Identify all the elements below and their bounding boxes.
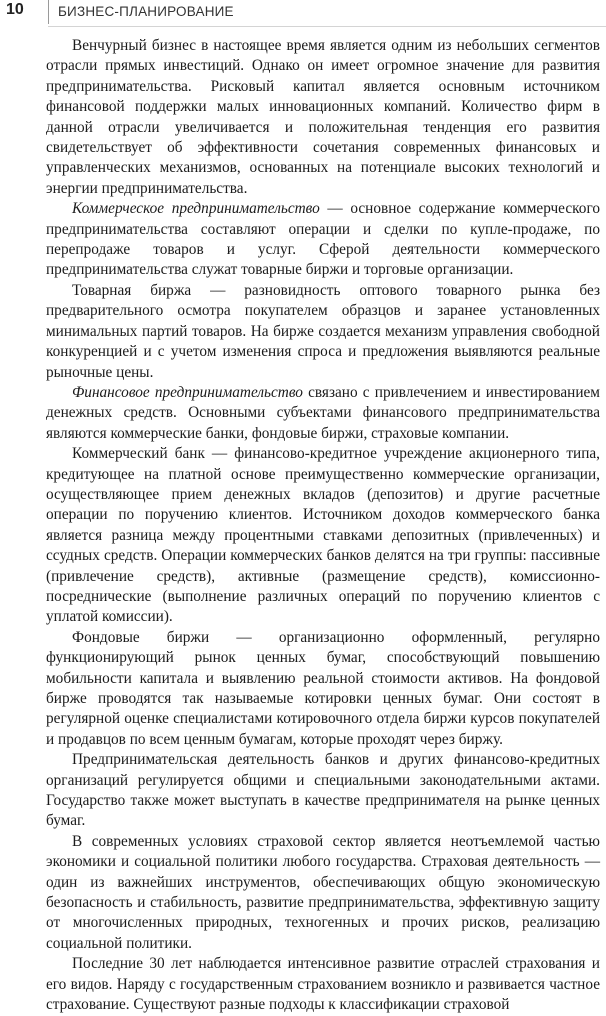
body-text bbox=[46, 36, 600, 1016]
page-header bbox=[0, 0, 606, 28]
term-commercial-entrepreneurship: Коммерческое предпринимательство bbox=[72, 200, 320, 218]
paragraph-financial-entrepreneurship: Финансовое предпринимательство связано с привлечением и инвестированием денежных средств. Основными субъектами финансового предпринимательства являются коммерческие банки, фондовые биржи, страховые компании. bbox=[46, 383, 600, 442]
paragraph-stock-exchange: Фондовые биржи — организационно оформленный, регулярно функционирующий рынок ценных бумаг, способствующий повышению мобильности капитала и выявлению реальной стоимости активов. На фондовой бирже проводятся так называемые котировки ценных бумаг. Они состоят в регулярной оценке специалистами котировочного отдела биржи курсов покупателей и продавцов по всем ценным бумагам, которые проходят через биржу. bbox=[46, 628, 600, 748]
paragraph-bank-regulation: Предпринимательская деятельность банков и других финансово-кредитных организаций регулируется общими и специальными законодательными актами. Государство также может выступать в качестве предпринимателя на рынке ценных бумаг. bbox=[46, 751, 600, 830]
term-financial-entrepreneurship: Финансовое предпринимательство bbox=[72, 383, 303, 401]
paragraph-insurance-development: Последние 30 лет наблюдается интенсивное развитие отраслей страхования и его видов. Наряду с государственным страхованием возникло и развивается частное страхование. Существуют разные подходы к классификации страховой bbox=[46, 955, 600, 1014]
paragraph-insurance-sector: В современных условиях страховой сектор является неотъемлемой частью экономики и социальной политики любого государства. Страховая деятельность — один из важнейших инструментов, обеспечивающих общую экономическую безопасность и стабильность, развитие предпринимательства, эффективную защиту от многочисленных природных, техногенных и прочих рисков, реализацию социальной политики. bbox=[46, 832, 600, 952]
header-rule bbox=[48, 26, 606, 27]
paragraph-commodity-exchange: Товарная биржа — разновидность оптового товарного рынка без предварительного осмотра покупателем образцов и заранее установленных минимальных партий товаров. На бирже создается механизм управления свободной конкуренцией и с учетом изменения спроса и предложения выявляются реальные рыночные цены. bbox=[46, 281, 600, 381]
running-title: БИЗНЕС-ПЛАНИРОВАНИЕ bbox=[58, 4, 234, 19]
header-separator bbox=[48, 0, 49, 24]
paragraph-venture: Венчурный бизнес в настоящее время является одним из небольших сегментов отрасли прямых инвестиций. Однако он имеет огромное значение для развития предпринимательства. Рисковый капитал является основным источником финансовой поддержки малых инновационных компаний. Количество фирм в данной отрасли увеличивается и положительная тенденция его развития свидетельствует об эффективности сочетания современных финансовых и управленческих механизмов, основанных на потенциале высоких технологий и энергии предпринимательства. bbox=[46, 37, 600, 197]
paragraph-commercial-entrepreneurship: Коммерческое предпринимательство — основное содержание коммерческого предпринимательства составляют операции и сделки по купле-продаже, по перепродаже товаров и услуг. Сферой деятельности коммерческого предпринимательства служат товарные биржи и торговые организации. bbox=[46, 200, 600, 279]
page-number: 10 bbox=[6, 1, 24, 18]
paragraph-commercial-bank: Коммерческий банк — финансово-кредитное учреждение акционерного типа, кредитующее на платной основе преимущественно коммерческие организации, осуществляющее прием денежных вкладов (депозитов) и другие расчетные операции по поручению клиентов. Источником доходов коммерческого банка является разница между процентными ставками депозитных (привлеченных) и ссудных средств. Операции коммерческих банков делятся на три группы: пассивные (привлечение средств), активные (размещение средств), комиссионно-посреднические (выполнение различных операций по поручению клиентов с уплатой комиссии). bbox=[46, 445, 600, 626]
